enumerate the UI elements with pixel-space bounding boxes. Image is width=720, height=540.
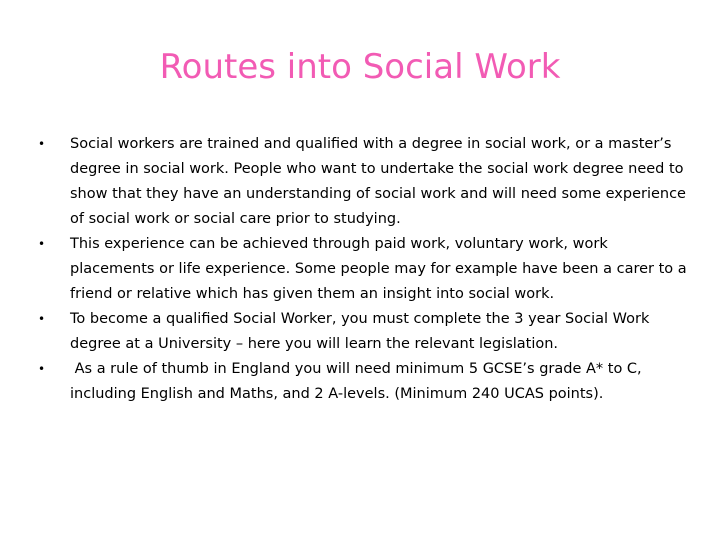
bullet-item-3 <box>38 307 688 357</box>
slide-title: Routes into Social Work <box>159 47 561 87</box>
bullet-dot-icon: • <box>38 312 46 326</box>
bullet-item-1 <box>38 132 691 232</box>
bullet-dot-icon: • <box>38 237 46 251</box>
bullet-text-1: Social workers are trained and qualified with a degree in social work, or a master’s degree in social work. People who want to undertake the social work degree need to show that they have an understanding of social work and will need some experience of social work or social care prior to studying. <box>70 136 691 227</box>
bullet-text-2: This experience can be achieved through paid work, voluntary work, work placements or life experience. Some people may for example have been a carer to a friend or relative which has given them an insight into social work. <box>70 236 692 302</box>
bullet-dot-icon: • <box>38 362 46 376</box>
bullet-dot-icon: • <box>38 137 46 151</box>
bullet-item-4 <box>38 357 688 407</box>
bullet-item-2 <box>38 232 692 307</box>
bullet-text-3: To become a qualified Social Worker, you must complete the 3 year Social Work degree at a University – here you will learn the relevant legislation. <box>70 311 654 352</box>
bullet-text-4: As a rule of thumb in England you will need minimum 5 GCSE’s grade A* to C, including English and Maths, and 2 A-levels. (Minimum 240 UCAS points). <box>70 361 647 402</box>
bullet-list <box>38 132 692 407</box>
